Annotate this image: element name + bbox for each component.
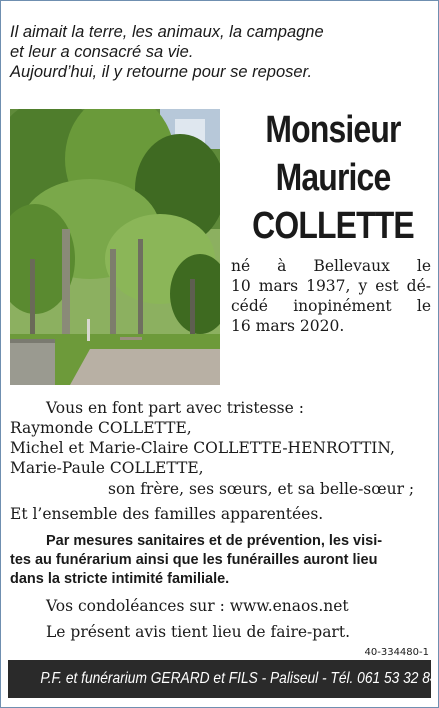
notice-line: Par mesures sanitaires et de prévention, les visi- <box>46 533 383 549</box>
birth-line: 10 mars 1937, y est dé- <box>231 277 431 295</box>
condolences-text: Vos condoléances sur : www.enaos.net <box>46 597 349 615</box>
intro-line: Aujourd’hui, il y retourne pour se reposer. <box>10 63 313 81</box>
footer-text: P.F. et funérarium GERARD et FILS - Paliseul - Tél. 061 53 32 84 <box>40 670 438 687</box>
family-others: Et l’ensemble des familles apparentées. <box>10 505 324 523</box>
family-member: Michel et Marie-Claire COLLETTE-HENROTTIN, <box>10 439 395 457</box>
birth-line: 16 mars 2020. <box>231 317 345 335</box>
funeral-home-footer <box>8 660 438 698</box>
birth-line: cédé inopinément le <box>231 297 431 315</box>
forest-photo <box>10 109 220 385</box>
notice-line: tes au funérarium ainsi que les funérailles auront lieu <box>10 552 378 568</box>
faire-part-text: Le présent avis tient lieu de faire-part. <box>46 623 350 641</box>
family-member: Raymonde COLLETTE, <box>10 419 192 437</box>
family-member: Marie-Paule COLLETTE, <box>10 459 204 477</box>
name-last: COLLETTE <box>252 205 414 247</box>
intro-quote <box>10 22 430 82</box>
name-first: Maurice <box>275 157 391 199</box>
notice-line: dans la stricte intimité familiale. <box>10 571 230 587</box>
deceased-name <box>228 106 438 250</box>
name-title: Monsieur <box>265 109 401 151</box>
family-relation: son frère, ses sœurs, et sa belle-sœur ; <box>108 480 415 498</box>
intro-line: et leur a consacré sa vie. <box>10 43 194 61</box>
intro-line: Il aimait la terre, les animaux, la campagne <box>10 23 324 41</box>
sanitary-notice <box>10 532 430 589</box>
birth-line: né à Bellevaux le <box>231 257 431 275</box>
reference-number: 40-334480-1 <box>364 647 429 658</box>
birth-death-info <box>231 256 431 336</box>
family-heading: Vous en font part avec tristesse : <box>46 399 304 417</box>
